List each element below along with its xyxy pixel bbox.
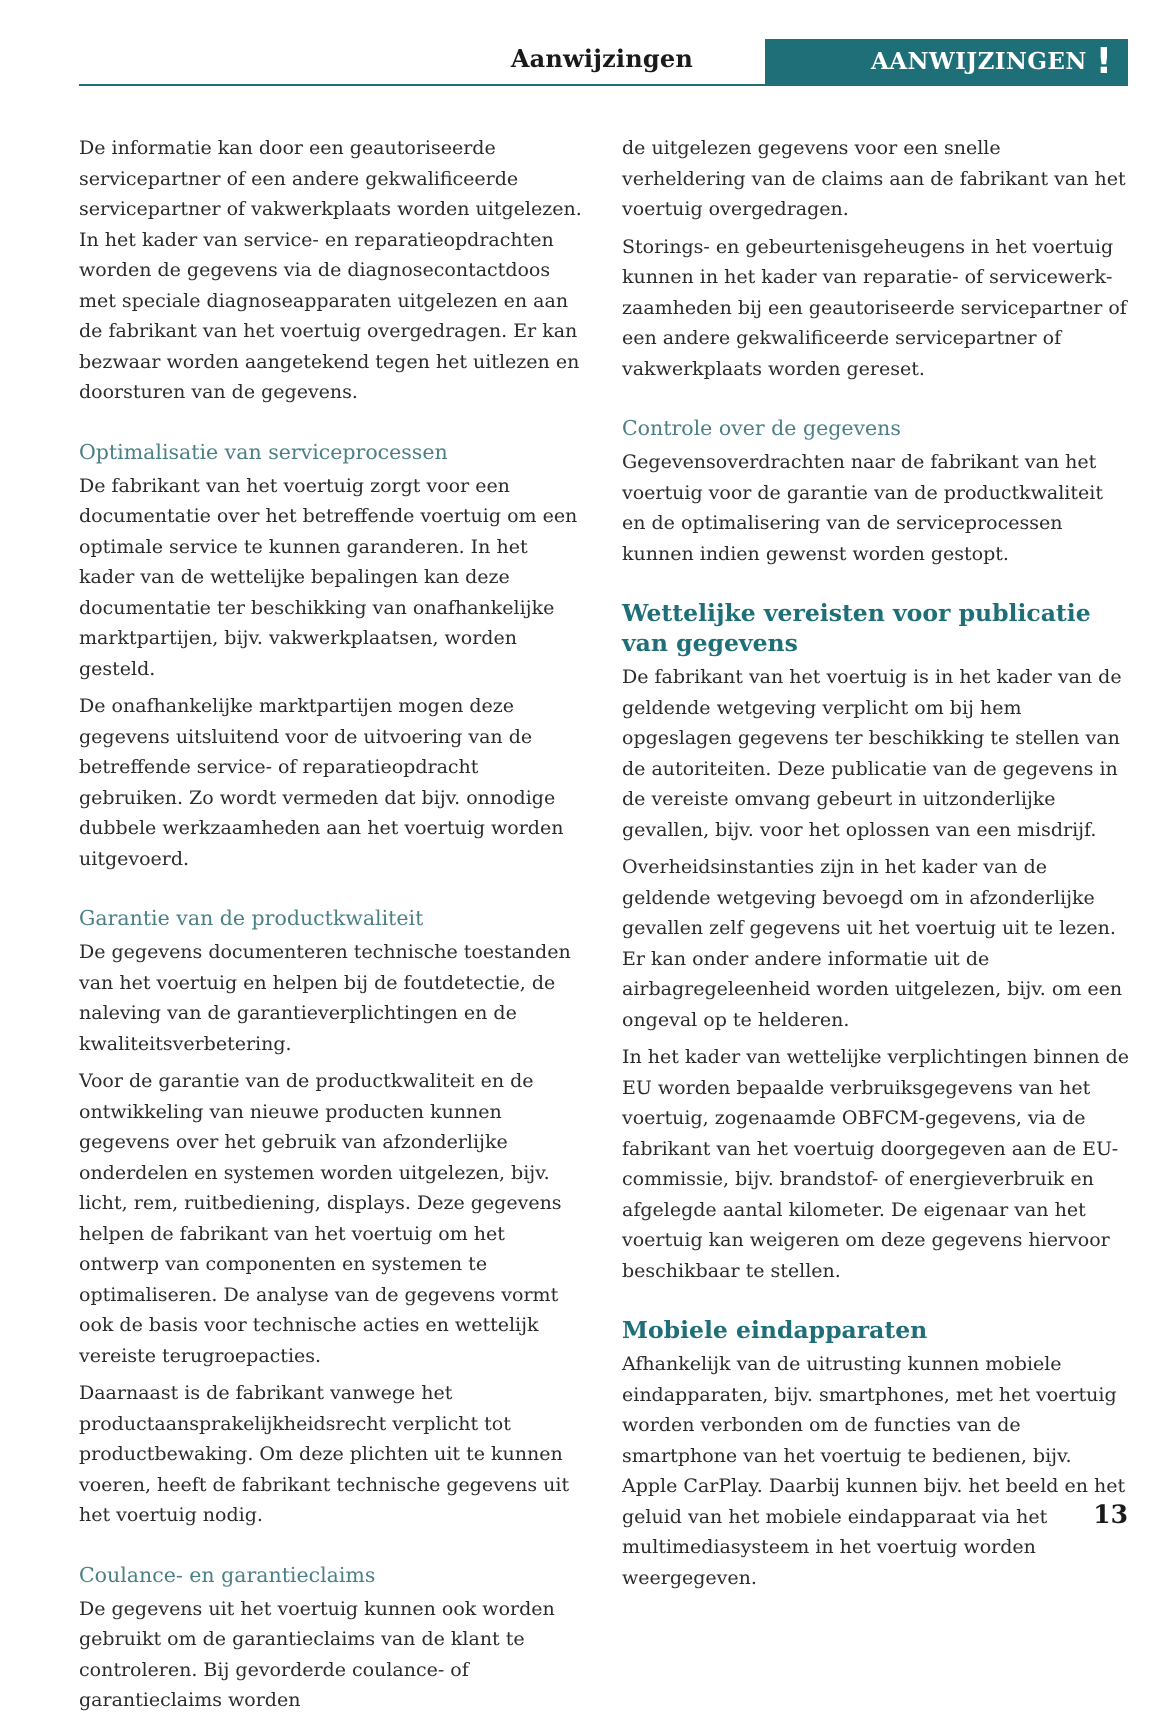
page-number: 13: [1093, 1500, 1128, 1529]
page-header: [0, 0, 1165, 100]
paragraph: Afhankelijk van de uitrusting kunnen mobiele eindapparaten, bijv. smartphones, met het voertuig worden verbonden om de functies van de smartphone van het voertuig te bedienen, bijv. Apple CarPlay. Daarbij kunnen bijv. het beeld en het geluid van het mobiele eindapparaat via het multimediasysteem in het voertuig worden weergegeven.: [622, 1353, 1126, 1589]
section-tab: [765, 39, 1128, 86]
paragraph: Storings- en gebeurtenisgeheugens in het voertuig kunnen in het kader van reparatie- of servicewerkzaamheden bij een geautoriseerde servicepartner of een andere gekwalificeerde servicepartner of vakwerkplaats worden gereset.: [622, 235, 1127, 380]
header-rule: [79, 84, 765, 86]
subheading-garantie: Garantie van de productkwaliteit: [79, 906, 424, 930]
paragraph: De gegevens documenteren technische toestanden van het voertuig en helpen bij de foutdetectie, de naleving van de garantieverplichtingen en de kwaliteitsverbetering.: [79, 941, 571, 1055]
right-column: [622, 133, 1130, 1600]
paragraph: In het kader van wettelijke verplichtingen binnen de EU worden bepaalde verbruiksgegevens van het voertuig, zogenaamde OBFCM-gegevens, via de fabrikant van het voertuig doorgegeven aan de EU-commissie, bijv. brandstof- of energieverbruik en afgelegde aantal kilometer. De eigenaar van het voertuig kan weigeren om deze gegevens hiervoor beschikbaar te stellen.: [622, 1046, 1130, 1282]
paragraph: De fabrikant van het voertuig is in het kader van de geldende wetgeving verplicht om bij hem opgeslagen gegevens ter beschikking te stellen van de autoriteiten. Deze publicatie van de gegevens in de vereiste omvang gebeurt in uitzonderlijke gevallen, bijv. voor het oplossen van een misdrijf.: [622, 666, 1122, 841]
paragraph: De fabrikant van het voertuig zorgt voor een documentatie over het betreffende voertuig om een optimale service te kunnen garanderen. In het kader van de wettelijke bepalingen kan deze documentatie ter beschikking van onafhankelijke marktpartijen, bijv. vakwerkplaatsen, worden gesteld.: [79, 474, 578, 680]
paragraph: de uitgelezen gegevens voor een snelle verheldering van de claims aan de fabrikant van het voertuig overgedragen.: [622, 137, 1126, 220]
subheading-controle: Controle over de gegevens: [622, 416, 901, 440]
paragraph: De gegevens uit het voertuig kunnen ook worden gebruikt om de garantieclaims van de klant te controleren. Bij gevorderde coulance- of garantieclaims worden: [79, 1597, 555, 1711]
header-title: Aanwijzingen: [510, 44, 693, 73]
paragraph: De informatie kan door een geautoriseerde servicepartner of een andere gekwalificeerde servicepartner of vakwerkplaats worden uitgelezen. In het kader van service- en reparatieopdrachten worden de gegevens via de diagnosecontactdoos met speciale diagnoseapparaten uitgelezen en aan de fabrikant van het voertuig overgedragen. Er kan bezwaar worden aangetekend tegen het uitlezen en doorsturen van de gegevens.: [79, 137, 582, 403]
exclamation-icon: !: [1095, 41, 1112, 82]
paragraph: Voor de garantie van de productkwaliteit en de ontwikkeling van nieuwe producten kunnen gegevens over het gebruik van afzonderlijke onderdelen en systemen worden uitgelezen, bijv. licht, rem, ruitbediening, displays. Deze gegevens helpen de fabrikant van het voertuig om het ontwerp van componenten en systemen te optimaliseren. De analyse van de gegevens vormt ook de basis voor technische acties en wettelijk vereiste terugroepacties.: [79, 1070, 562, 1367]
heading-wettelijke-vereisten: Wettelijke vereisten voor publicatie van gegevens: [622, 599, 1091, 657]
paragraph: Daarnaast is de fabrikant vanwege het productaansprakelijkheidsrecht verplicht tot productbewaking. Om deze plichten uit te kunnen voeren, heeft de fabrikant technische gegevens uit het voertuig nodig.: [79, 1382, 570, 1526]
paragraph: Overheidsinstanties zijn in het kader van de geldende wetgeving bevoegd om in afzonderlijke gevallen zelf gegevens uit het voertuig uit te lezen. Er kan onder andere informatie uit de airbagregeleenheid worden uitgelezen, bijv. om een ongeval op te helderen.: [622, 856, 1123, 1031]
subheading-coulance: Coulance- en garantieclaims: [79, 1562, 376, 1587]
paragraph: De onafhankelijke marktpartijen mogen deze gegevens uitsluitend voor de uitvoering van de betreffende service- of reparatieopdracht gebruiken. Zo wordt vermeden dat bijv. onnodige dubbele werkzaamheden aan het voertuig worden uitgevoerd.: [79, 695, 564, 870]
heading-mobiele-eindapparaten: Mobiele eindapparaten: [622, 1316, 928, 1344]
paragraph: Gegevensoverdrachten naar de fabrikant van het voertuig voor de garantie van de productkwaliteit en de optimalisering van de serviceprocessen kunnen indien gewenst worden gestopt.: [622, 451, 1103, 565]
section-tab-label: AANWIJZINGEN: [871, 48, 1087, 75]
left-column: [79, 133, 584, 1723]
subheading-optimalisatie: Optimalisatie van serviceprocessen: [79, 439, 448, 464]
